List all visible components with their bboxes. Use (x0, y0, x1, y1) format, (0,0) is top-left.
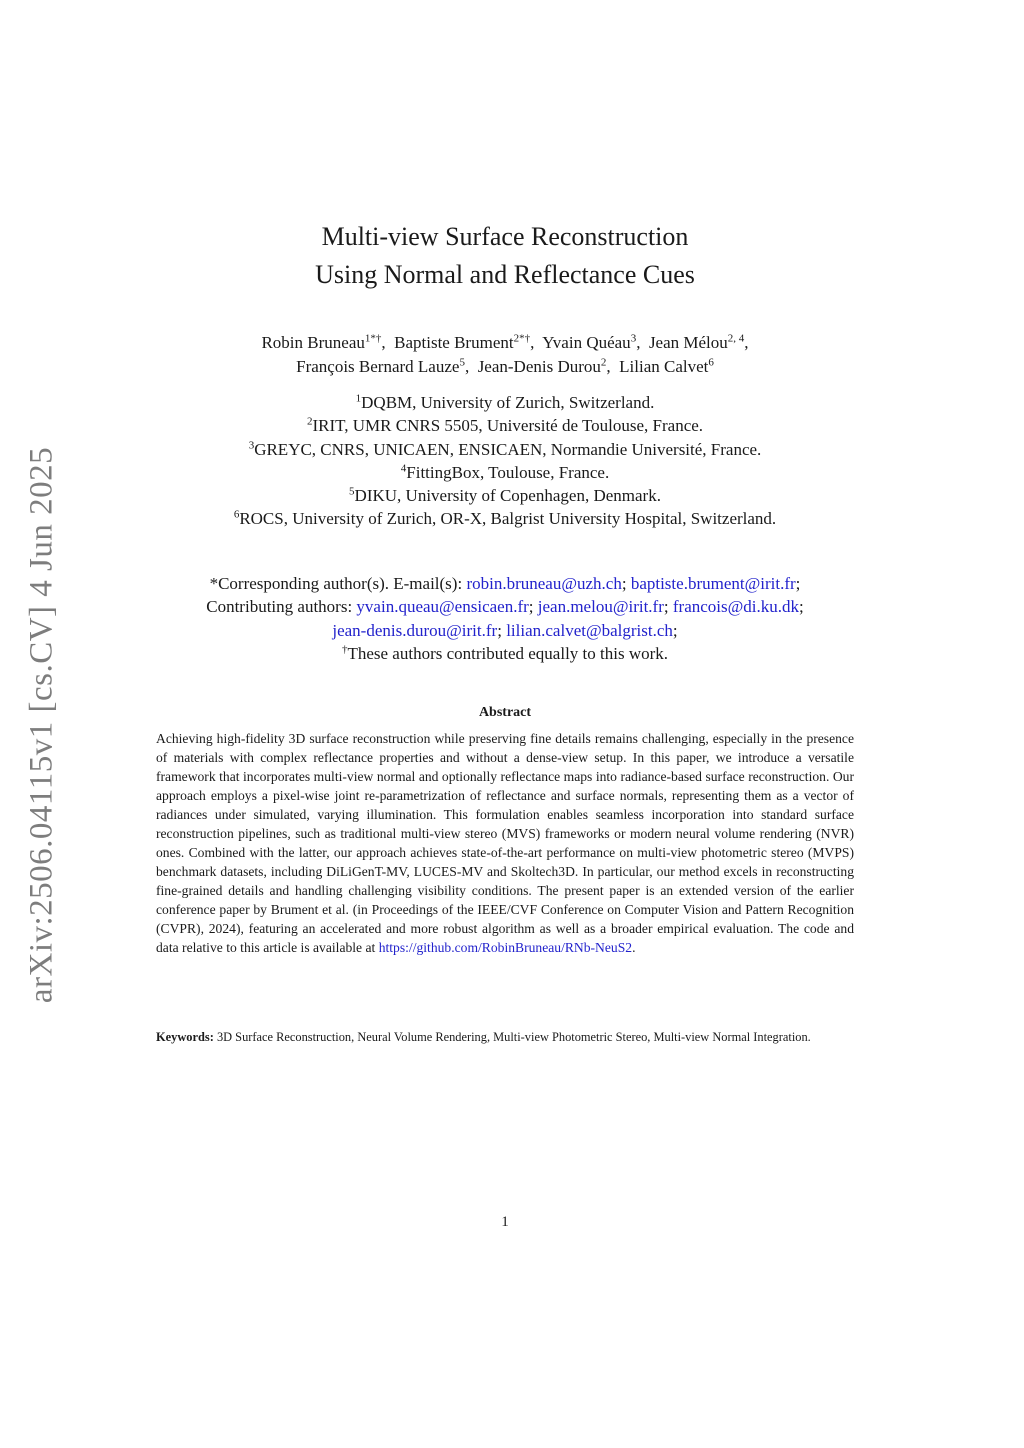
author-affil-marker: 2 (600, 356, 607, 369)
abstract-heading: Abstract (478, 705, 532, 720)
dagger-marker: † (341, 643, 348, 656)
affiliation (0, 438, 1010, 461)
affiliation (0, 484, 1010, 507)
author-affil-marker: 5 (459, 356, 465, 369)
author-affil-marker: 3 (630, 332, 637, 345)
email-link[interactable]: yvain.queau@ensicaen.fr (356, 597, 529, 617)
author-affil-marker: 1*† (364, 332, 382, 345)
equal-contribution-note (0, 642, 1010, 665)
code-repository-link[interactable]: https://github.com/RobinBruneau/RNb-NeuS2 (378, 940, 633, 955)
email-link[interactable]: jean-denis.durou@irit.fr (332, 620, 498, 640)
author-name: Yvain Quéau (542, 333, 631, 352)
affiliation-marker: 5 (349, 485, 355, 498)
page-number: 1 (501, 1214, 509, 1230)
email-link[interactable]: francois@di.ku.dk (672, 597, 800, 617)
contributing-line-2: jean-denis.durou@irit.fr; lilian.calvet@balgrist.ch; (332, 620, 678, 640)
affiliation-marker: 4 (400, 462, 407, 475)
affiliation (0, 414, 1010, 437)
keywords-label: Keywords: (156, 1030, 214, 1044)
author-affil-marker: 2*† (513, 332, 531, 345)
correspondence-block (0, 572, 1010, 665)
affiliation-text: IRIT, UMR CNRS 5505, Université de Toulouse, France. (312, 416, 704, 436)
affiliation (0, 507, 1010, 530)
email-link[interactable]: jean.melou@irit.fr (537, 597, 664, 617)
affiliation-list (0, 391, 1010, 531)
arxiv-side-identifier: arXiv:2506.04115v1 [cs.CV] 4 Jun 2025 (23, 446, 60, 1004)
email-link[interactable]: lilian.calvet@balgrist.ch (506, 620, 673, 640)
author-affil-marker: 6 (708, 356, 714, 369)
author-affil-marker: 2, 4 (727, 332, 745, 345)
affiliation (0, 391, 1010, 414)
author-line-1: Robin Bruneau$^{1*\dagger}$, Baptiste Brument$^{2*\dagger}$, Yvain Quéau$^3$, Jean Mélou$^{2, 4}$, (261, 332, 749, 352)
author-name: François Bernard Lauze (296, 357, 460, 376)
affiliation-text: GREYC, CNRS, UNICAEN, ENSICAEN, Normandie Université, France. (254, 439, 762, 459)
keywords-text: 3D Surface Reconstruction, Neural Volume Rendering, Multi-view Photometric Stereo, Multi-view Normal Integration. (216, 1030, 811, 1044)
equal-contribution-text: These authors contributed equally to this work. (347, 643, 669, 663)
keywords-block (156, 1029, 854, 1045)
affiliation-text: ROCS, University of Zurich, OR-X, Balgrist University Hospital, Switzerland. (239, 509, 777, 529)
abstract-text (156, 729, 854, 957)
corresponding-line: *Corresponding author(s). E-mail(s): robin.bruneau@uzh.ch; baptiste.brument@irit.fr; (209, 574, 801, 593)
affiliation-marker: 3 (248, 438, 255, 451)
contributing-label: Contributing authors: (206, 597, 353, 617)
author-name: Jean-Denis Durou (477, 357, 601, 376)
author-line-2: François Bernard Lauze$^5$, Jean-Denis Durou$^2$, Lilian Calvet$^6$ (296, 356, 714, 376)
abstract-body-text: Achieving high-fidelity 3D surface reconstruction while preserving fine details remains challenging, especially in the presence of materials with complex reflectance properties and without a dense-view setup. In this paper, we introduce a versatile framework that incorporates multi-view normal and optionally reflectance maps into radiance-based surface reconstruction. Our approach employs a pixel-wise joint re-parametrization of reflectance and surface normals, representing them as a vector of radiances under simulated, varying illumination. This formulation enables seamless incorporation into standard surface reconstruction pipelines, such as traditional multi-view stereo (MVS) frameworks or modern neural volume rendering (NVR) ones. Combined with the latter, our approach achieves state-of-the-art performance on multi-view photometric stereo (MVPS) benchmark datasets, including DiLiGenT-MV, LUCES-MV and Skoltech3D. In particular, our method excels in reconstructing fine-grained details and handling challenging visibility conditions. The present paper is an extended version of the earlier conference paper by Brument et al. (in Proceedings of the IEEE/CVF Conference on Computer Vision and Pattern Recognition (CVPR), 2024), featuring an accelerated and more robust algorithm as well as a broader empirical evaluation. The code and data relative to this article is available at (156, 731, 854, 955)
paper-title (0, 218, 1010, 294)
author-name: Robin Bruneau (261, 333, 365, 352)
affiliation-marker: 1 (355, 392, 362, 405)
author-name: Lilian Calvet (619, 357, 709, 376)
title-line-2: Using Normal and Reflectance Cues (315, 260, 695, 289)
affiliation (0, 461, 1010, 484)
email-link[interactable]: robin.bruneau@uzh.ch (466, 574, 622, 593)
affiliation-text: DIKU, University of Copenhagen, Denmark. (354, 486, 661, 506)
abstract-end-punct: . (632, 940, 636, 955)
title-line-1: Multi-view Surface Reconstruction (321, 222, 689, 251)
corresponding-label: *Corresponding author(s). E-mail(s): (209, 574, 463, 593)
affiliation-marker: 6 (233, 508, 240, 521)
affiliation-text: FittingBox, Toulouse, France. (406, 462, 610, 482)
affiliation-marker: 2 (306, 415, 313, 428)
author-name: Baptiste Brument (394, 333, 514, 352)
contributing-line: Contributing authors: yvain.queau@ensicaen.fr; jean.melou@irit.fr; francois@di.ku.dk; (206, 597, 804, 617)
email-link[interactable]: baptiste.brument@irit.fr (630, 574, 796, 593)
author-name: Jean Mélou (648, 333, 728, 352)
affiliation-text: DQBM, University of Zurich, Switzerland. (361, 393, 655, 412)
author-list (0, 331, 1010, 379)
